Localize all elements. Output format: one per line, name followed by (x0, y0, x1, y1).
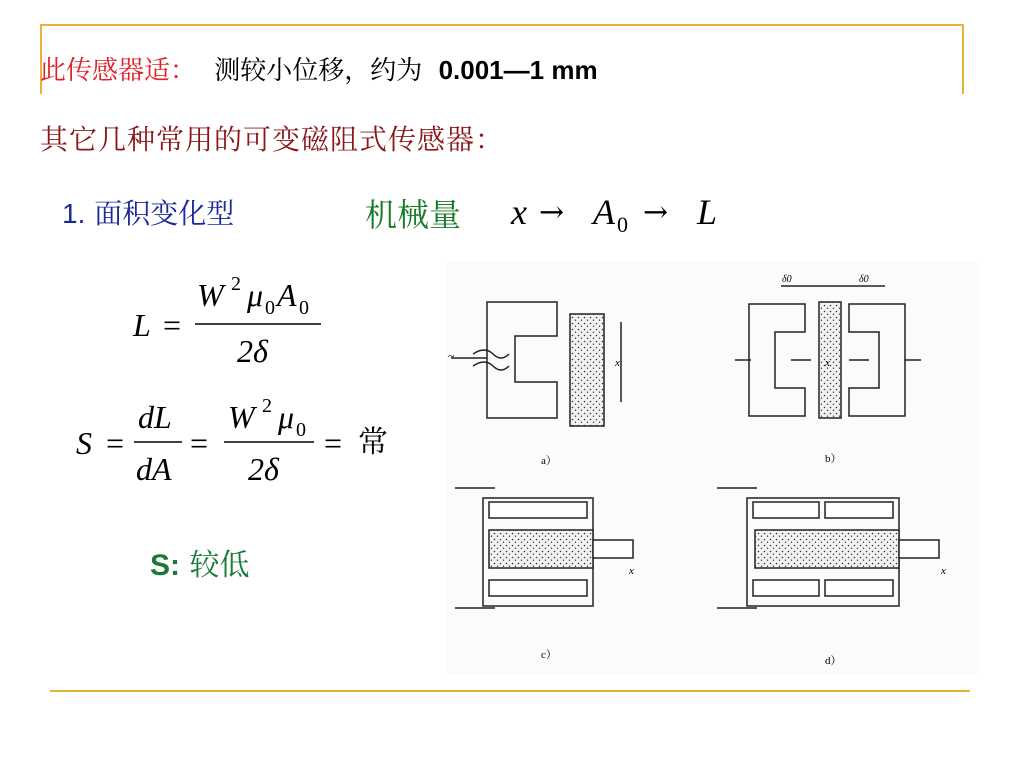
diagram-b-armature (819, 302, 841, 418)
formula-L-A-sub: 0 (299, 297, 309, 319)
item-1-title (62, 192, 234, 232)
diagram-c-plunger (489, 530, 593, 568)
formula-L-mu: μ (247, 277, 264, 313)
diagram-c-x-label: x (629, 565, 634, 577)
diagram-d-coil-2 (825, 502, 893, 518)
diagram-c (455, 488, 633, 608)
item-1-label: 面积变化型 (94, 197, 235, 230)
diagram-d-label: d） (825, 655, 842, 667)
formula-inductance (125, 268, 345, 378)
applicability-label: 此传感器适 (40, 56, 171, 86)
formula-L-W: W (197, 277, 224, 313)
diagram-a-coil (473, 350, 509, 358)
formula-L-mu-sub: 0 (265, 297, 275, 319)
chain-L: L (697, 192, 718, 232)
diagram-d-x-label: x (941, 565, 946, 577)
formula-S-eq-1: = (106, 425, 125, 461)
diagram-a-label: a） (541, 455, 557, 467)
diagram-b-x-label: x (825, 357, 830, 369)
formula-S-exp: 2 (262, 395, 272, 417)
diagram-b-delta-left: δ0 (782, 274, 792, 285)
diagram-a (451, 302, 621, 426)
sensitivity-value: 较低 (189, 548, 250, 583)
formula-S-mu: μ (278, 399, 295, 435)
formula-L-lhs: L (133, 307, 151, 343)
formula-S-dL: dL (138, 399, 172, 435)
chain-arrow-1: → (539, 195, 565, 230)
formula-S-mu-sub: 0 (296, 419, 306, 441)
diagram-d-coil-1 (753, 502, 819, 518)
formula-S-lhs: S (76, 425, 92, 461)
chain-x: x (511, 192, 527, 232)
formula-sensitivity (68, 390, 408, 500)
chain-A-sub: 0 (617, 212, 628, 237)
bottom-divider-line (50, 690, 970, 692)
formula-S-eq-3: = (324, 425, 343, 461)
diagram-d-coil-4 (825, 580, 893, 596)
formula-S-constant: 常 (358, 425, 388, 460)
sensor-diagram-figure (445, 262, 980, 674)
chain-arrow-2: → (643, 195, 669, 230)
formula-L-den: 2δ (237, 333, 268, 369)
diagram-c-bottom-coil (489, 580, 587, 596)
mechanical-quantity-label: 机械量 (365, 196, 462, 234)
diagram-c-top-coil (489, 502, 587, 518)
diagram-c-label: c） (541, 649, 557, 661)
formula-L-A: A (277, 277, 297, 313)
top-divider-line (40, 24, 964, 26)
formula-L-exp: 2 (231, 273, 241, 295)
right-divider-line (962, 24, 964, 94)
conversion-chain (505, 186, 735, 242)
diagram-a-core (487, 302, 557, 418)
applicability-line (40, 50, 598, 87)
formula-S-W: W (228, 399, 255, 435)
formula-S-dA: dA (136, 451, 172, 487)
diagram-d-coil-3 (753, 580, 819, 596)
formula-S-den: 2δ (248, 451, 279, 487)
item-1-number: 1. (62, 198, 86, 229)
chain-A: A (593, 192, 615, 232)
formula-L-eq: = (163, 307, 182, 343)
diagram-a-armature (570, 314, 604, 426)
range-text: 测较小位移，约为 (214, 56, 423, 86)
sensitivity-note (150, 540, 250, 584)
diagram-b (735, 286, 921, 418)
range-value: 0.001—1 mm (438, 55, 598, 85)
diagram-d (717, 488, 939, 608)
diagram-b-label: b） (825, 453, 842, 465)
diagram-d-plunger (755, 530, 899, 568)
formula-S-eq-2: = (190, 425, 209, 461)
sensitivity-prefix: S: (150, 549, 180, 582)
applicability-colon: ： (170, 56, 197, 86)
diagram-a-tilde: ~ (448, 349, 455, 363)
sensor-diagram (445, 262, 980, 674)
diagram-b-delta-right: δ0 (859, 274, 869, 285)
subheading: 其它几种常用的可变磁阻式传感器： (40, 123, 505, 156)
diagram-a-x-label: x (615, 357, 620, 369)
